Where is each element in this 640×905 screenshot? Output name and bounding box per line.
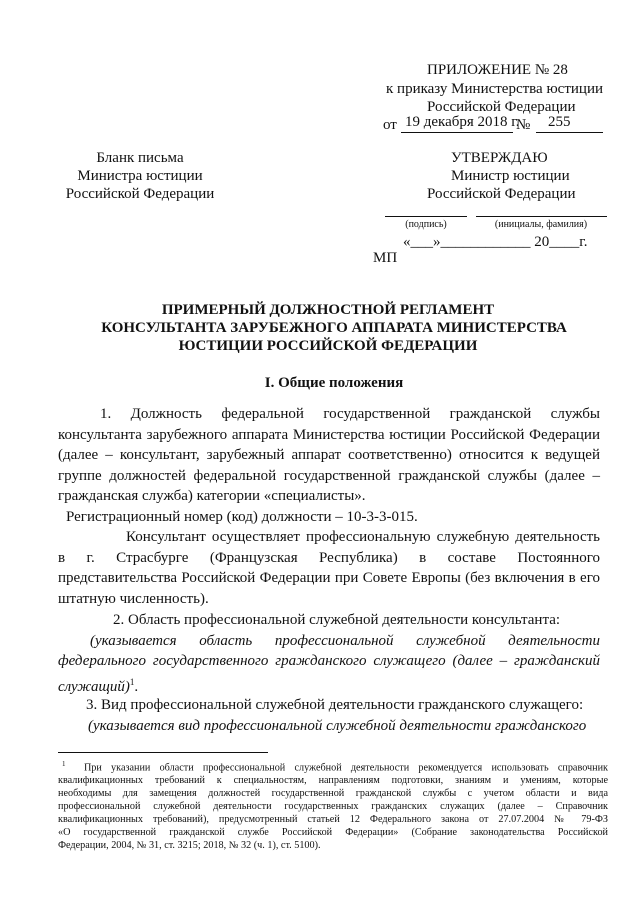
- para2-line: представительства Российской Федерации при Совете Европы (без включения в его: [58, 570, 600, 586]
- para1-line: гражданская служба) категории «специалисты».: [58, 488, 366, 504]
- appendix-number: 255: [548, 114, 571, 130]
- para4-line: 3. Вид профессиональной служебной деятельности гражданского служащего:: [86, 697, 584, 713]
- appendix-from-prefix: от: [383, 117, 397, 133]
- para3-end: .: [134, 678, 139, 695]
- section-heading: I. Общие положения: [264, 375, 404, 391]
- doc-title-line3: ЮСТИЦИИ РОССИЙСКОЙ ФЕДЕРАЦИИ: [178, 338, 478, 354]
- appendix-federation-line: Российской Федерации: [427, 99, 576, 115]
- para1-line: 1. Должность федеральной государственной гражданской службы: [100, 406, 600, 422]
- para1-line: консультанта зарубежного аппарата Министерства юстиции Российской Федерации: [58, 426, 600, 443]
- initials-line: [476, 216, 607, 217]
- approval-federation: Российской Федерации: [427, 186, 576, 202]
- paragraph-1: [58, 404, 600, 527]
- footnote-line: необходимы для замещения должностей государственной гражданской службы с учетом области и вида: [58, 788, 608, 800]
- para3-italic-line: служащий): [58, 678, 130, 695]
- letterhead-line2: Министра юстиции: [77, 168, 203, 184]
- doc-title-line2: КОНСУЛЬТАНТА ЗАРУБЕЖНОГО АППАРАТА МИНИСТЕРСТВА: [101, 320, 567, 336]
- footnote-separator: [58, 752, 268, 753]
- doc-title-line1: ПРИМЕРНЫЙ ДОЛЖНОСТНОЙ РЕГЛАМЕНТ: [161, 302, 495, 318]
- approval-title: УТВЕРЖДАЮ: [451, 150, 548, 166]
- footnote-line: Федерации, 2004, № 31, ст. 3215; 2018, № 32 (ч. 1), ст. 5100).: [58, 840, 321, 852]
- appendix-title: ПРИЛОЖЕНИЕ № 28: [427, 62, 568, 78]
- para2-line: в г. Страсбурге (Французская Республика) в составе Постоянного: [58, 549, 600, 566]
- appendix-date: 19 декабря 2018 г.: [405, 114, 520, 130]
- initials-label: (инициалы, фамилия): [494, 219, 588, 230]
- footnote-line: квалификационных требований), предусмотренный статьей 12 Федерального закона от 27.07.2004 № 79-ФЗ: [58, 814, 608, 826]
- footnote-mark: 1: [62, 760, 66, 768]
- para3-italic-line: федерального государственного гражданского служащего (далее – гражданский: [58, 653, 600, 669]
- para1-line: (далее – консультант, зарубежный аппарат соответственно) относится к ведущей: [58, 447, 600, 463]
- number-underline: [536, 132, 603, 133]
- footnote-line: При указании области профессиональной служебной деятельности рекомендуется использовать справочник: [83, 762, 608, 774]
- approval-date-line: «___»____________ 20____г.: [403, 234, 588, 250]
- para2-line: штатную численность).: [58, 590, 209, 607]
- para1-reg-number: Регистрационный номер (код) должности – 10-3-3-015.: [66, 508, 418, 525]
- appendix-number-sign: №: [516, 117, 531, 133]
- footnote-ref: 1: [129, 676, 135, 687]
- para3-italic-line: (указывается область профессиональной служебной деятельности: [90, 632, 600, 649]
- appendix-order-line: к приказу Министерства юстиции: [386, 81, 603, 97]
- footnote: [58, 758, 608, 852]
- letterhead-line3: Российской Федерации: [65, 186, 215, 202]
- letterhead-line1: Бланк письма: [96, 150, 184, 166]
- paragraph-2: [58, 527, 600, 609]
- paragraph-4: [58, 695, 600, 736]
- stamp-label: МП: [373, 250, 398, 266]
- para2-line: Консультант осуществляет профессиональную служебную деятельность: [126, 529, 600, 545]
- para4-italic-line: (указывается вид профессиональной служебной деятельности гражданского: [88, 717, 587, 734]
- footnote-line: «О государственной гражданской службе Российской Федерации» (Собрание законодательства Российской: [58, 827, 608, 839]
- paragraph-3: [58, 610, 600, 697]
- approval-minister: Министр юстиции: [451, 168, 570, 184]
- date-underline: [401, 132, 513, 133]
- signature-line: [385, 216, 467, 217]
- signature-label: (подпись): [405, 219, 447, 230]
- para3-line: 2. Область профессиональной служебной деятельности консультанта:: [113, 612, 561, 628]
- footnote-line: квалификационных требований к специальностям, направлениям подготовки, знаниям и умениям, которые: [58, 775, 608, 787]
- para1-line: группе должностей федеральной государственной гражданской службы (далее –: [58, 467, 600, 484]
- footnote-line: профессиональной служебной деятельности государственных гражданских служащих (далее – Справочник: [58, 801, 608, 813]
